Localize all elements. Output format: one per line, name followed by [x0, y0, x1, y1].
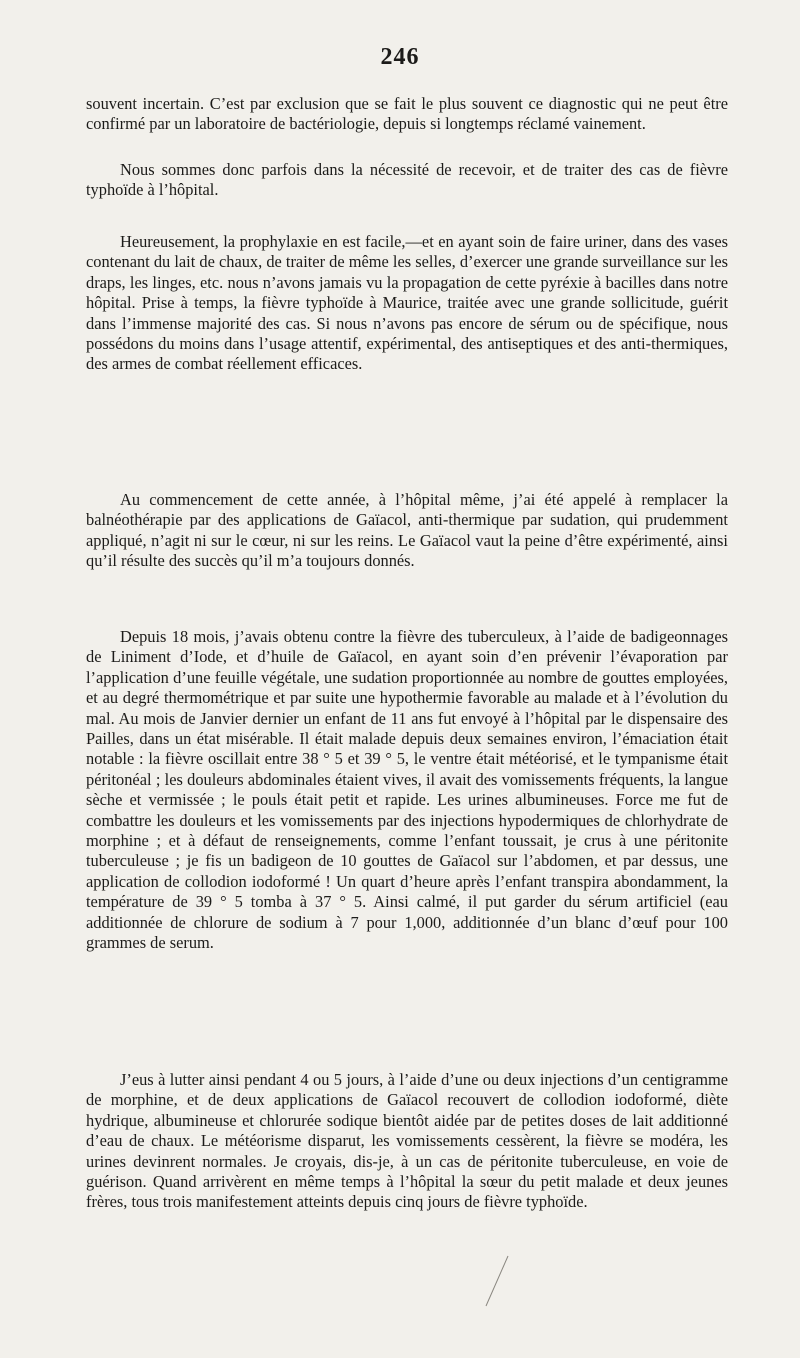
pen-mark — [478, 1250, 518, 1310]
paragraph-6: J’eus à lutter ainsi pendant 4 ou 5 jours, à l’aide d’une ou deux injections d’un centigramme de morphine, et de deux applications de Gaïacol recouvert de collodion iodoformé, diète hydrique, albumineuse et chlorurée sodique bientôt aidée par de petites doses de lait additionné d’eau de chaux. Le météorisme disparut, les vomissements cessèrent, la fièvre se modéra, les urines devinrent normales. Je croyais, dis-je, à un cas de péritonite tuberculeuse, en voie de guérison. Quand arrivèrent en même temps à l’hôpital la sœur du petit malade et deux jeunes frères, tous trois manifestement atteints depuis cinq jours de fièvre typhoïde. — [86, 1070, 728, 1212]
paragraph-1: souvent incertain. C’est par exclusion que se fait le plus souvent ce diagnostic qui ne peut être confirmé par un laboratoire de bactériologie, depuis si longtemps réclamé vainement. — [86, 94, 728, 134]
paragraph-4: Au commencement de cette année, à l’hôpital même, j’ai été appelé à remplacer la balnéothérapie par des applications de Gaïacol, anti-thermique par sudation, qui prudemment appliqué, n’agit ni sur le cœur, ni sur les reins. Le Gaïacol vaut la peine d’être expérimenté, ainsi qu’il résulte des succès qu’il m’a toujours donnés. — [86, 490, 728, 571]
paragraph-5: Depuis 18 mois, j’avais obtenu contre la fièvre des tuberculeux, à l’aide de badigeonnages de Liniment d’Iode, et d’huile de Gaïacol, en ayant soin d’en prévenir l’évaporation par l’application d’une feuille végétale, une sudation proportionnée au nombre de gouttes employées, et au degré thermométrique et par suite une hypothermie favorable au malade et à l’évolution du mal. Au mois de Janvier dernier un enfant de 11 ans fut envoyé à l’hôpital par le dispensaire des Pailles, dans un état misérable. Il était malade depuis deux semaines environ, l’émaciation était notable : la fièvre oscillait entre 38 ° 5 et 39 ° 5, le ventre était météorisé, et le tympanisme était péritonéal ; les douleurs abdominales étaient vives, il avait des vomissements fréquents, la langue sèche et vermissée ; le pouls était petit et rapide. Les urines albumineuses. Force me fut de combattre les douleurs et les vomissements par des injections hypodermiques de chlorhydrate de morphine ; et à défaut de renseignements, comme l’enfant toussait, je crus à une péritonite tuberculeuse ; je fis un badigeon de 10 gouttes de Gaïacol sur l’abdomen, et par dessus, une application de collodion iodoformé ! Un quart d’heure après l’enfant transpira abondamment, la température de 39 ° 5 tomba à 37 ° 5. Ainsi calmé, il put garder du sérum artificiel (eau additionnée de chlorure de sodium à 7 pour 1,000, additionnée d’un blanc d’œuf pour 100 grammes de serum. — [86, 627, 728, 953]
paragraph-2: Nous sommes donc parfois dans la nécessité de recevoir, et de traiter des cas de fièvre typhoïde à l’hôpital. — [86, 160, 728, 200]
paragraph-3: Heureusement, la prophylaxie en est facile,—et en ayant soin de faire uriner, dans des vases contenant du lait de chaux, de traiter de même les selles, d’exercer une grande surveillance sur les draps, les linges, etc. nous n’avons jamais vu la propagation de cette pyréxie à bacilles dans notre hôpital. Prise à temps, la fièvre typhoïde à Maurice, traitée avec une grande sollicitude, guérit dans l’immense majorité des cas. Si nous n’avons pas encore de sérum ou de spécifique, nous possédons du moins dans l’usage attentif, expérimental, des antiseptiques et des anti-thermiques, des armes de combat réellement efficaces. — [86, 232, 728, 374]
page-number: 246 — [380, 44, 420, 70]
